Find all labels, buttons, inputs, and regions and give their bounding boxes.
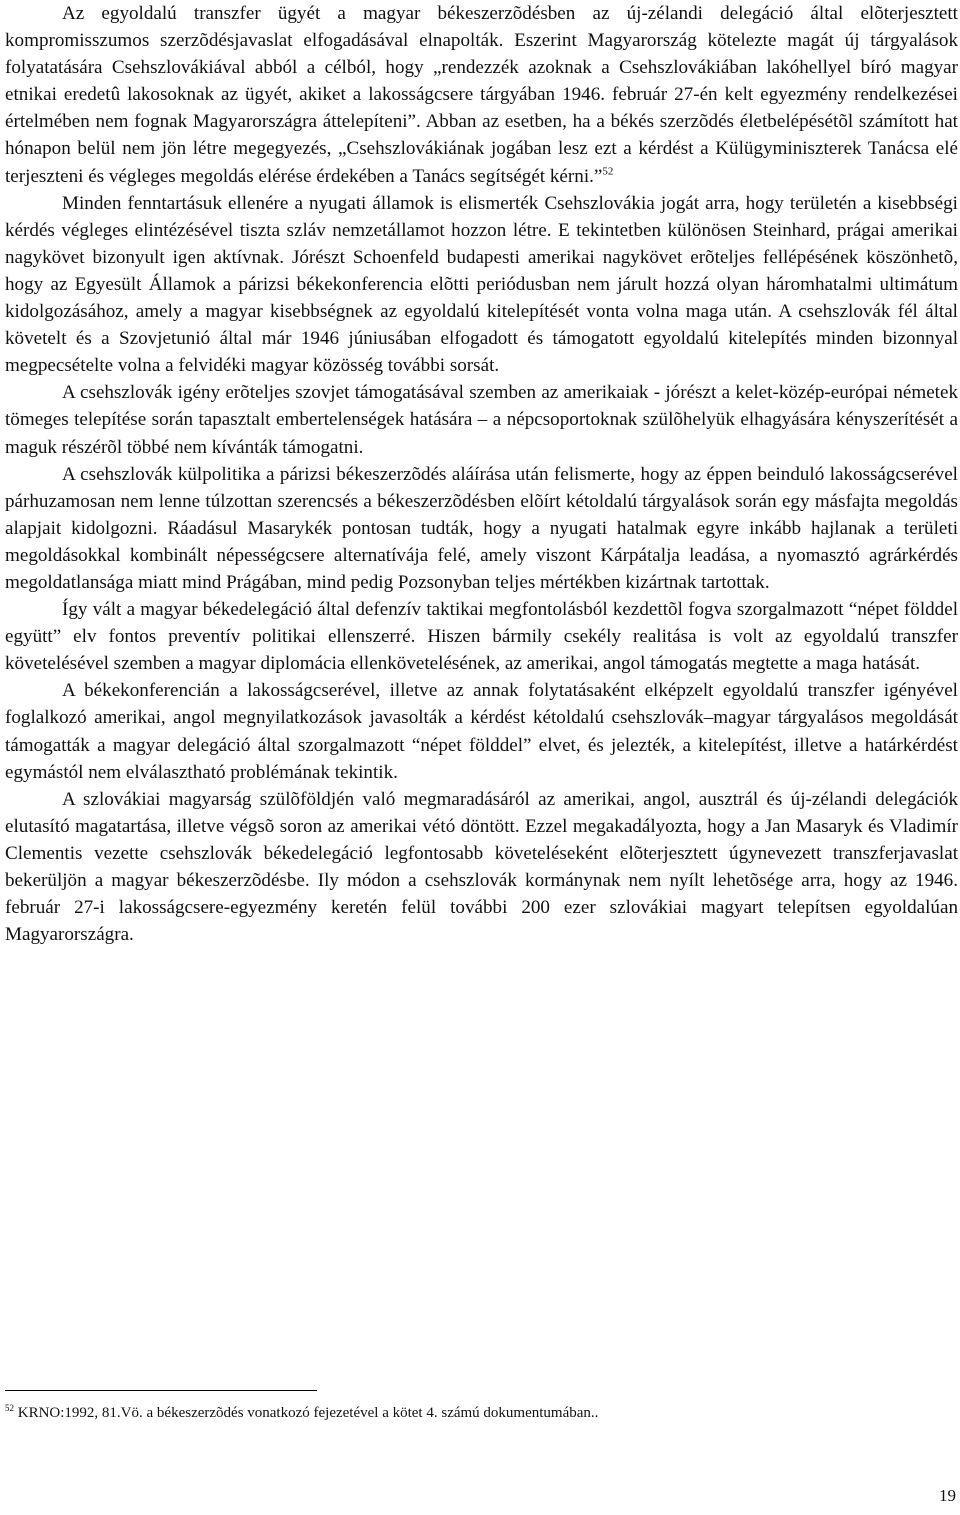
- paragraph-1-text: Az egyoldalú transzfer ügyét a magyar békeszerzõdésben az új-zélandi delegáció által elõterjesztett kompromisszumos szerzõdésjavaslat elfogadásával elnapolták. Eszerint Magyarország kötelezte magát új tárgyalások folyatatására Csehszlovákiával abból a célból, hogy „rendezzék azoknak a Csehszlovákiában lakóhellyel bíró magyar etnikai eredetû lakosoknak az ügyét, akiket a lakosságcsere tárgyában 1946. február 27-én kelt egyezmény rendelkezései értelmében nem fognak Magyarországra áttelepíteni”. Abban az esetben, ha a békés szerzõdés életbelépésétõl számított hat hónapon belül nem jön létre megegyezés, „Csehszlovákiának jogában lesz ezt a kérdést a Külügyminiszterek Tanácsa elé terjeszteni és végleges megoldás elérése érdekében a Tanács segítségét kérni.”: [5, 3, 958, 187]
- footnote-reference[interactable]: 52: [602, 165, 614, 178]
- paragraph-3: A csehszlovák igény erõteljes szovjet támogatásával szemben az amerikaiak - jórészt a kelet-közép-európai németek tömeges telepítése során tapasztalt embertelenségek hatására – a népcsoportoknak szülõhelyük elhagyására kényszerítését a maguk részérõl többé nem kívánták támogatni.: [5, 382, 958, 458]
- paragraph-2: Minden fenntartásuk ellenére a nyugati államok is elismerték Csehszlovákia jogát arra, hogy területén a kisebbségi kérdés végleges elintézésével tiszta szláv nemzetállamot hozzon létre. E tekintetben különösen Steinhard, prágai amerikai nagykövet bizonyult igen aktívnak. Jórészt Schoenfeld budapesti amerikai nagykövet erõteljes fellépésének köszönhetõ, hogy az Egyesült Államok a párizsi békekonferencia elõtti periódusban nem járult hozzá olyan háromhatalmi ultimátum kidolgozásához, amely a magyar kisebbségnek az egyoldalú kitelepítését vonta volna maga után. A csehszlovák fél által követelt és a Szovjetunió által már 1946 júniusában elfogadott és támogatott egyoldalú kitelepítés minden bizonnyal megpecsételte volna a felvidéki magyar közösség további sorsát.: [5, 192, 958, 377]
- paragraph-7: A szlovákiai magyarság szülõföldjén való megmaradásáról az amerikai, angol, ausztrál és új-zélandi delegációk elutasító magatartása, illetve végsõ soron az amerikai vétó döntött. Ezzel megakadályozta, hogy a Jan Masaryk és Vladimír Clementis vezette csehszlovák békedelegáció legfontosabb követeléseként elõterjesztett úgynevezett transzferjavaslat bekerüljön a magyar békeszerzõdésbe. Ily módon a csehszlovák kormánynak nem nyílt lehetõsége arra, hogy az 1946. február 27-i lakosságcsere-egyezmény keretén felül további 200 ezer szlovákiai magyart telepítsen egyoldalúan Magyarországra.: [5, 788, 958, 946]
- paragraph-1: [5, 0, 958, 190]
- footnote-number: 52: [5, 1403, 14, 1413]
- footnote-text: KRNO:1992, 81.Vö. a békeszerzõdés vonatkozó fejezetével a kötet 4. számú dokumentumában..: [17, 1405, 599, 1421]
- footnote: [5, 1403, 905, 1423]
- paragraph-6: A békekonferencián a lakosságcserével, illetve az annak folytatásaként elképzelt egyoldalú transzfer igényével foglalkozó amerikai, angol megnyilatkozások javasolták a kérdést kétoldalú csehszlovák–magyar tárgyalásos megoldását támogatták a magyar delegáció által szorgalmazott “népet földdel” elvet, és jelezték, a kitelepítést, illetve a határkérdést egymástól nem elválasztható problémának tekintik.: [5, 680, 958, 783]
- paragraph-5: Így vált a magyar békedelegáció által defenzív taktikai megfontolásból kezdettõl fogva szorgalmazott “népet földdel együtt” elv fontos preventív politikai ellenszerré. Hiszen bármily csekély realitása is volt az egyoldalú transzfer követelésével szemben a magyar diplomácia ellenkövetelésének, az amerikai, angol támogatás megtette a maga hatását.: [5, 599, 958, 675]
- footnote-divider: [5, 1390, 317, 1391]
- page-number: 19: [939, 1486, 956, 1505]
- body-text: [5, 0, 958, 948]
- paragraph-4: A csehszlovák külpolitika a párizsi békeszerzõdés aláírása után felismerte, hogy az éppen beinduló lakosságcserével párhuzamosan nem lenne túlzottan szerencsés a békeszerzõdésben elõírt kétoldalú tárgyalások során egy másfajta megoldás alapjait kidolgozni. Ráadásul Masarykék pontosan tudták, hogy a nyugati hatalmak egyre inkább hajlanak a területi megoldásokkal kombinált népességcsere alternatívája felé, amely viszont Kárpátalja leadása, a nyomasztó agrárkérdés megoldatlansága miatt mind Prágában, mind pedig Pozsonyban teljes mértékben kizártnak tartottak.: [5, 463, 958, 593]
